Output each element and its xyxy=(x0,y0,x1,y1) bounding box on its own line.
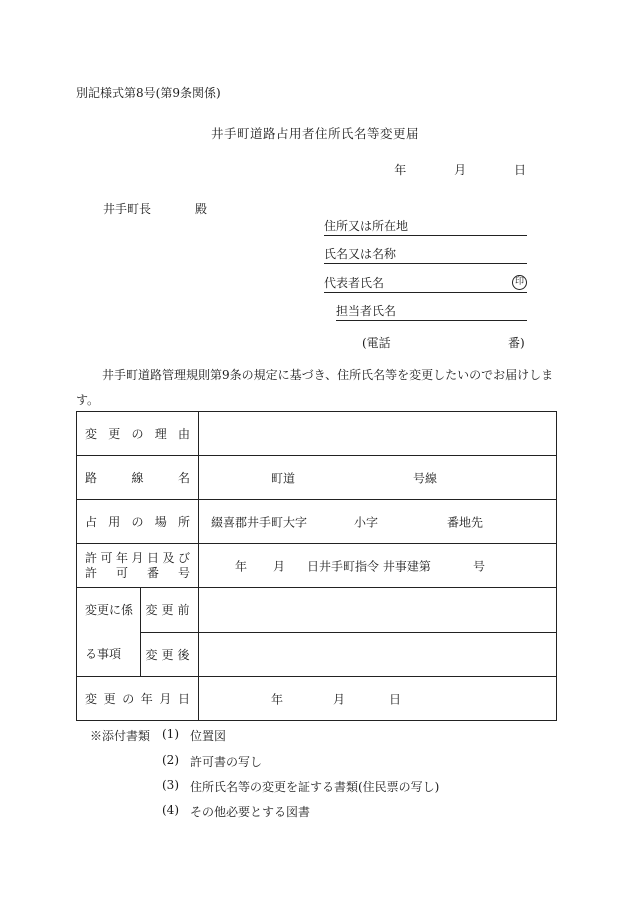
addressee-honorific: 殿 xyxy=(195,202,208,216)
form-number: 別記様式第8号(第9条関係) xyxy=(76,86,221,100)
place-field[interactable] xyxy=(199,500,557,544)
place-suffix: 番地先 xyxy=(447,515,484,529)
permit-number: 号 xyxy=(473,559,486,573)
permit-month: 月 xyxy=(273,559,286,573)
attachment-text: 位置図 xyxy=(190,729,227,743)
address-label: 住所又は所在地 xyxy=(324,219,409,233)
after-field[interactable] xyxy=(199,632,557,677)
after-label: 変更後 xyxy=(141,632,199,677)
permit-day-text: 日井手町指令 井事建第 xyxy=(307,559,431,573)
phone-field[interactable] xyxy=(362,334,525,351)
attachments-heading: ※添付書類 xyxy=(90,729,151,743)
attachment-item xyxy=(162,727,227,743)
place-prefix: 綴喜郡井手町大字 xyxy=(211,515,308,529)
change-year: 年 xyxy=(271,692,284,706)
attachment-number: (2) xyxy=(162,753,179,767)
representative-label: 代表者氏名 xyxy=(324,276,385,290)
attachment-item xyxy=(162,753,263,769)
name-label: 氏名又は名称 xyxy=(324,247,397,261)
reason-field[interactable] xyxy=(199,412,557,456)
contact-person-field[interactable] xyxy=(336,304,527,321)
table-row xyxy=(77,412,557,456)
route-prefix: 町道 xyxy=(271,471,296,485)
addressee-name: 井手町長 xyxy=(103,202,152,216)
change-items-line2: る事項 xyxy=(85,647,122,661)
table-row xyxy=(77,500,557,544)
table-row xyxy=(77,677,557,721)
permit-label-line1: 許可年月日及び xyxy=(85,550,191,565)
place-koaza: 小字 xyxy=(354,515,379,529)
phone-close-label: 番) xyxy=(508,336,525,350)
change-items-label xyxy=(77,588,141,677)
table-row xyxy=(77,456,557,500)
table-row xyxy=(77,544,557,588)
body-text: 井手町道路管理規則第9条の規定に基づき、住所氏名等を変更したいのでお届けします。 xyxy=(76,368,554,407)
date-year-label: 年 xyxy=(394,163,407,177)
change-date-field[interactable] xyxy=(199,677,557,721)
attachment-text: その他必要とする図書 xyxy=(190,805,311,819)
reason-label: 変更の理由 xyxy=(77,412,199,456)
change-items-line1: 変更に係 xyxy=(85,603,134,617)
attachment-item xyxy=(162,803,311,819)
attachment-number: (4) xyxy=(162,803,179,817)
permit-year: 年 xyxy=(235,559,248,573)
permit-label-line2: 許可番号 xyxy=(85,565,191,580)
attachment-item xyxy=(162,778,440,794)
table-row xyxy=(77,632,557,677)
document-title: 井手町道路占用者住所氏名等変更届 xyxy=(210,126,419,141)
attachment-number: (3) xyxy=(162,778,179,792)
date-day-label: 日 xyxy=(513,163,526,177)
submission-date xyxy=(372,161,526,178)
date-month-label: 月 xyxy=(454,163,467,177)
permit-field[interactable] xyxy=(199,544,557,588)
addressee xyxy=(103,200,207,217)
attachment-text: 住所氏名等の変更を証する書類(住民票の写し) xyxy=(190,780,440,794)
place-label: 占用の場所 xyxy=(77,500,199,544)
change-day: 日 xyxy=(389,692,402,706)
attachment-number: (1) xyxy=(162,727,179,741)
route-label: 路線名 xyxy=(77,456,199,500)
change-month: 月 xyxy=(333,692,346,706)
change-form-table xyxy=(76,411,557,721)
before-label: 変更前 xyxy=(141,588,199,633)
representative-field[interactable] xyxy=(324,276,527,293)
name-field[interactable] xyxy=(324,247,527,264)
contact-person-label: 担当者氏名 xyxy=(336,304,397,318)
route-suffix: 号線 xyxy=(413,471,438,485)
seal-mark: 印 xyxy=(512,275,527,290)
change-date-label: 変更の年月日 xyxy=(77,677,199,721)
before-field[interactable] xyxy=(199,588,557,633)
route-field[interactable] xyxy=(199,456,557,500)
permit-label xyxy=(77,544,199,588)
attachment-text: 許可書の写し xyxy=(190,755,263,769)
table-row xyxy=(77,588,557,633)
address-field[interactable] xyxy=(324,219,527,236)
phone-open-label: (電話 xyxy=(362,336,391,350)
